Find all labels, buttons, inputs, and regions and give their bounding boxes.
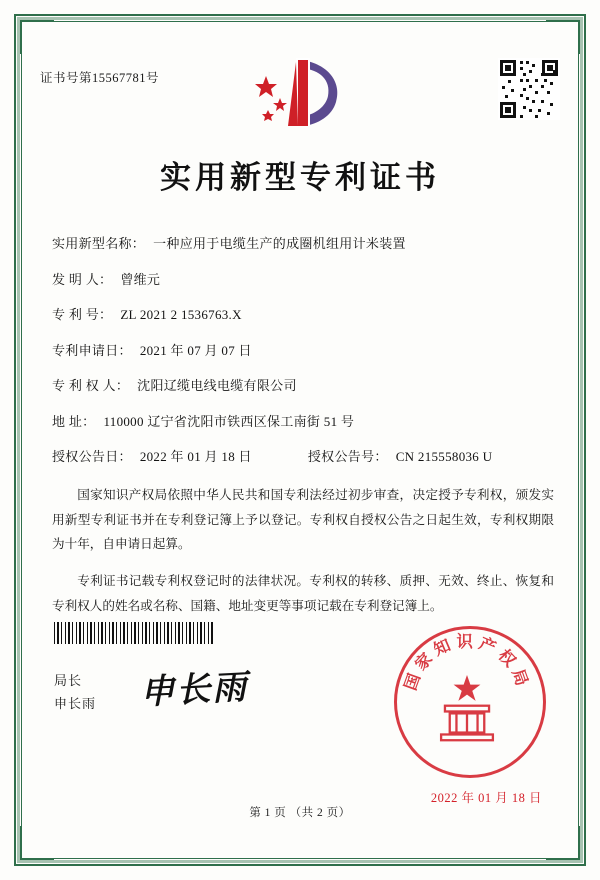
field-label: 实用新型名称： — [52, 236, 146, 251]
certificate-content — [40, 44, 560, 834]
signature-area — [40, 622, 560, 819]
paragraph-grant-statement: 国家知识产权局依照中华人民共和国专利法经过初步审查，决定授予专利权，颁发实用新型专利证书并在专利登记簿上予以登记。专利权自授权公告之日起生效，专利权期限为十年，自申请日起算。 — [52, 488, 554, 552]
field-label: 专 利 号： — [52, 307, 113, 322]
header-row — [40, 44, 560, 140]
field-utility-model-name — [52, 233, 560, 252]
field-label: 专利申请日： — [52, 342, 132, 358]
field-value: 110000 辽宁省沈阳市铁西区保工南街 51 号 — [103, 413, 355, 429]
field-value: 2021 年 07 月 07 日 — [139, 342, 252, 358]
field-label: 发 明 人： — [52, 271, 113, 287]
qr-code-icon — [498, 58, 560, 120]
cnipa-logo-icon — [246, 54, 346, 132]
seal-date: 2022 年 01 月 18 日 — [430, 791, 542, 805]
grant-date-value: 2022 年 01 月 18 日 — [139, 449, 252, 464]
certificate-number: 证书号第15567781号 — [40, 71, 160, 85]
field-label: 专 利 权 人： — [52, 378, 130, 393]
field-grant-row — [52, 446, 560, 465]
page-footer: 第 1 页 （共 2 页） — [249, 807, 351, 819]
field-value: 沈阳辽缆电线电缆有限公司 — [137, 378, 297, 393]
legal-text — [40, 483, 560, 618]
director-block — [54, 670, 96, 716]
field-value: 曾维元 — [120, 271, 161, 287]
field-address — [52, 411, 560, 430]
grant-date-label: 授权公告日： — [52, 449, 132, 464]
grant-number-value: CN 215558036 U — [395, 449, 493, 464]
field-label: 地 址： — [52, 413, 96, 429]
official-red-seal-icon — [394, 626, 546, 778]
director-label: 局长 — [54, 673, 83, 688]
field-value: ZL 2021 2 1536763.X — [120, 307, 242, 322]
handwritten-signature: 申长雨 — [139, 669, 250, 712]
field-patentee — [52, 375, 560, 394]
page-title: 实用新型专利证书 — [160, 160, 440, 195]
director-name: 申长雨 — [54, 695, 97, 711]
field-value: 一种应用于电缆生产的成圈机组用计米装置 — [153, 236, 406, 251]
field-inventor — [52, 269, 560, 288]
field-application-date — [52, 340, 560, 359]
grant-number-label: 授权公告号： — [307, 449, 388, 464]
paragraph-registry-statement: 专利证书记载专利权登记时的法律状况。专利权的转移、质押、无效、终止、恢复和专利权人的姓名或名称、国籍、地址变更等事项记载在专利登记簿上。 — [52, 574, 554, 613]
barcode-icon — [54, 622, 214, 644]
svg-text:国家知识产权局: 国家知识产权局 — [400, 632, 534, 693]
field-patent-number — [52, 304, 560, 323]
field-list — [40, 233, 560, 465]
